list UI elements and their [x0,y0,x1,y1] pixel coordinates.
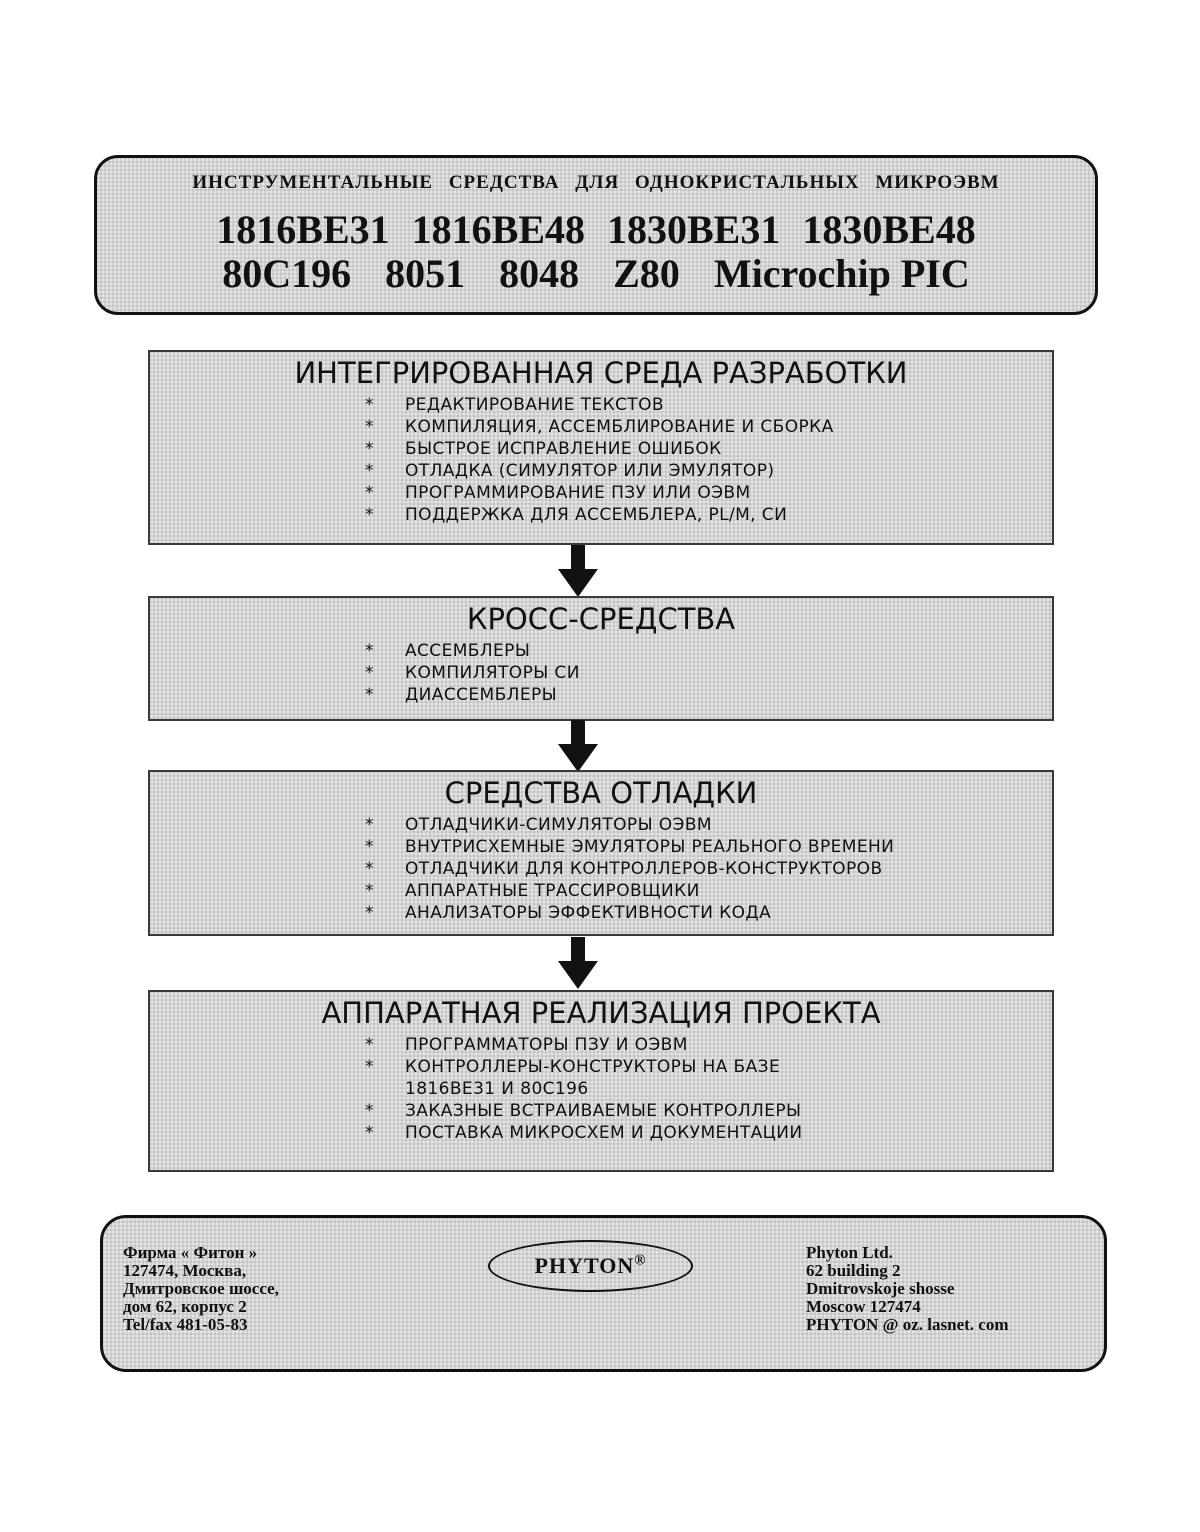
list-item-text: ВНУТРИСХЕМНЫЕ ЭМУЛЯТОРЫ РЕАЛЬНОГО ВРЕМЕНИ [405,837,895,857]
list-item-text: ДИАССЕМБЛЕРЫ [405,685,558,705]
chip-name: 1830BE31 [607,207,781,252]
feature-list [365,1034,1052,1144]
list-item-text: РЕДАКТИРОВАНИЕ ТЕКСТОВ [405,395,664,415]
bullet-star-icon: * [365,461,374,481]
list-item-continuation [405,1078,1052,1100]
header-subtitle: ИНСТРУМЕНТАЛЬНЫЕ СРЕДСТВА ДЛЯ ОДНОКРИСТАЛЬНЫХ МИКРОЭВМ [192,172,1000,193]
list-item [365,902,1052,924]
address-line: Phyton Ltd. [806,1243,893,1262]
address-line: Dmitrovskoje shosse [806,1279,955,1298]
chip-name: Microchip PIC [713,251,970,296]
address-line: Фирма « Фитон » [123,1243,258,1262]
chip-name: Z80 [613,251,680,296]
address-english [806,1244,1008,1334]
address-line: Дмитровское шоссе, [123,1279,279,1298]
address-line: Moscow 127474 [806,1297,921,1316]
bullet-star-icon: * [365,641,374,661]
address-line: Tel/fax 481-05-83 [123,1315,248,1334]
list-item [365,814,1052,836]
address-line: PHYTON @ oz. lasnet. com [806,1315,1009,1334]
list-item-text: ПРОГРАММИРОВАНИЕ ПЗУ ИЛИ ОЭВМ [405,483,751,503]
down-arrow-icon [558,545,598,597]
list-item [365,1122,1052,1144]
list-item-text: ПРОГРАММАТОРЫ ПЗУ И ОЭВМ [405,1035,688,1055]
registered-mark: ® [634,1252,647,1269]
bullet-star-icon: * [365,837,374,857]
list-item [365,460,1052,482]
list-item [365,1034,1052,1056]
list-item-text: ОТЛАДКА (СИМУЛЯТОР ИЛИ ЭМУЛЯТОР) [405,461,775,481]
list-item-text: ПОДДЕРЖКА ДЛЯ АССЕМБЛЕРА, PL/M, СИ [405,505,788,525]
list-item-text: АНАЛИЗАТОРЫ ЭФФЕКТИВНОСТИ КОДА [405,903,772,923]
list-item-text: ОТЛАДЧИКИ ДЛЯ КОНТРОЛЛЕРОВ-КОНСТРУКТОРОВ [405,859,883,879]
list-item-text: ПОСТАВКА МИКРОСХЕМ И ДОКУМЕНТАЦИИ [405,1123,803,1143]
address-line: 62 building 2 [806,1261,901,1280]
chip-name: 1816BE31 [216,207,390,252]
phyton-logo [488,1240,693,1292]
bullet-star-icon: * [365,1057,374,1077]
list-item [365,504,1052,526]
list-item-text: АППАРАТНЫЕ ТРАССИРОВЩИКИ [405,881,700,901]
feature-list [365,394,1052,526]
list-item [365,438,1052,460]
list-item-text: ОТЛАДЧИКИ-СИМУЛЯТОРЫ ОЭВМ [405,815,712,835]
section-title: ИНТЕГРИРОВАННАЯ СРЕДА РАЗРАБОТКИ [294,356,908,390]
address-russian [123,1244,279,1334]
section-title: АППАРАТНАЯ РЕАЛИЗАЦИЯ ПРОЕКТА [321,996,881,1030]
list-item [365,662,1052,684]
list-item [365,394,1052,416]
list-item [365,858,1052,880]
bullet-star-icon: * [365,1123,374,1143]
list-item [365,1100,1052,1122]
list-item-text: КОМПИЛЯЦИЯ, АССЕМБЛИРОВАНИЕ И СБОРКА [405,417,834,437]
down-arrow-icon [558,937,598,989]
list-item [365,880,1052,902]
feature-list [365,640,1052,706]
list-item [365,684,1052,706]
list-item [365,482,1052,504]
list-item-text: 1816BE31 И 80C196 [405,1079,589,1099]
bullet-star-icon: * [365,1101,374,1121]
bullet-star-icon: * [365,859,374,879]
section-hardware [148,990,1054,1172]
address-line: 127474, Москва, [123,1261,247,1280]
address-line: дом 62, корпус 2 [123,1297,247,1316]
section-debug-tools [148,770,1054,936]
down-arrow-icon [558,720,598,772]
section-title: КРОСС-СРЕДСТВА [466,602,736,636]
chip-name: 1816BE48 [411,207,585,252]
chip-list-line-2 [97,252,1095,296]
bullet-star-icon: * [365,881,374,901]
bullet-star-icon: * [365,663,374,683]
bullet-star-icon: * [365,483,374,503]
chip-name: 8051 [385,251,466,296]
logo-text: PHYTON [534,1253,635,1278]
header-banner [94,155,1098,315]
chip-name: 1830BE48 [802,207,976,252]
section-ide [148,350,1054,545]
section-title: СРЕДСТВА ОТЛАДКИ [444,776,758,810]
chip-name: 80C196 [222,251,352,296]
section-cross-tools [148,596,1054,721]
bullet-star-icon: * [365,439,374,459]
list-item-text: БЫСТРОЕ ИСПРАВЛЕНИЕ ОШИБОК [405,439,722,459]
list-item-text: ЗАКАЗНЫЕ ВСТРАИВАЕМЫЕ КОНТРОЛЛЕРЫ [405,1101,802,1121]
list-item [365,1056,1052,1078]
bullet-star-icon: * [365,815,374,835]
bullet-star-icon: * [365,417,374,437]
list-item [365,416,1052,438]
list-item-text: АССЕМБЛЕРЫ [405,641,531,661]
chip-name: 8048 [499,251,580,296]
bullet-star-icon: * [365,903,374,923]
contact-footer [100,1215,1107,1372]
bullet-star-icon: * [365,1035,374,1055]
feature-list [365,814,1052,924]
list-item-text: КОНТРОЛЛЕРЫ-КОНСТРУКТОРЫ НА БАЗЕ [405,1057,781,1077]
list-item [365,640,1052,662]
bullet-star-icon: * [365,395,374,415]
list-item-text: КОМПИЛЯТОРЫ СИ [405,663,580,683]
bullet-star-icon: * [365,505,374,525]
bullet-star-icon: * [365,685,374,705]
list-item [365,836,1052,858]
chip-list-line-1 [97,208,1095,252]
